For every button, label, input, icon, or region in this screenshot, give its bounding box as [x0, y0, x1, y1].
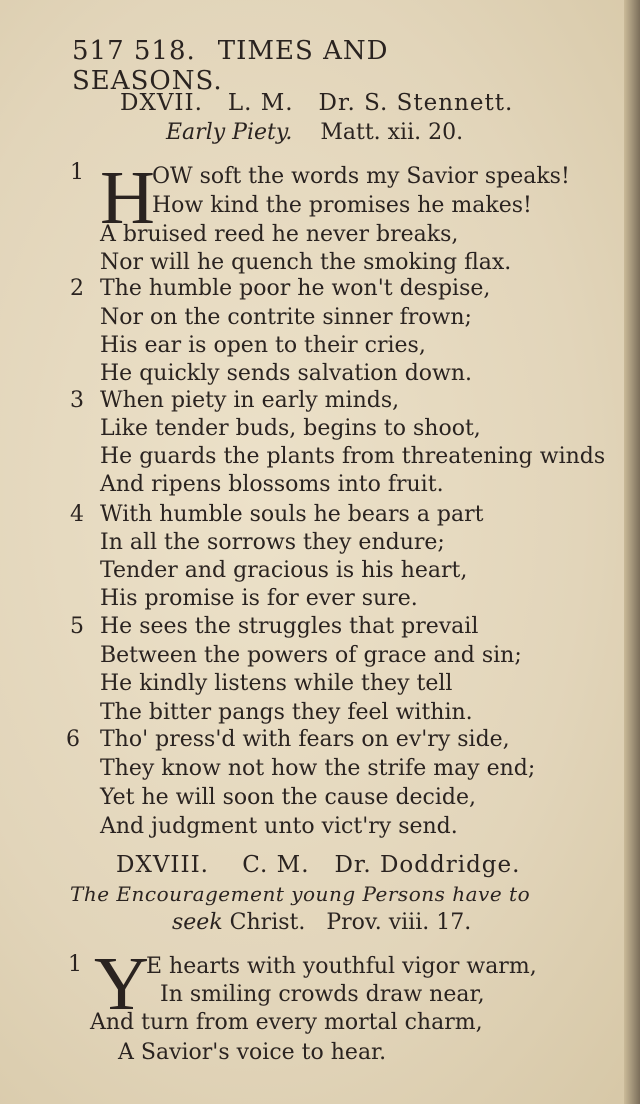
hymn-subject-rest: Christ.	[229, 910, 306, 935]
verse-line: He quickly sends salvation down.	[100, 361, 473, 386]
verse-line: And turn from every mortal charm,	[90, 1010, 483, 1035]
stanza-number: 6	[66, 727, 80, 752]
hymn-number: DXVIII.	[116, 852, 209, 878]
verse-line: In smiling crowds draw near,	[160, 982, 485, 1007]
verse-line: The humble poor he won't despise,	[100, 276, 491, 301]
verse-line: When piety in early minds,	[100, 388, 400, 413]
verse-line: Between the powers of grace and sin;	[100, 643, 522, 668]
verse-line: He kindly listens while they tell	[100, 671, 453, 696]
hymn-meter: L. M.	[227, 90, 294, 116]
verse-line: Tho' press'd with fears on ev'ry side,	[100, 727, 510, 752]
verse-line: OW soft the words my Savior speaks!	[152, 164, 570, 189]
verse-line: A Savior's voice to hear.	[118, 1040, 387, 1065]
verse-line: And judgment unto vict'ry send.	[100, 814, 458, 839]
stanza-number: 1	[70, 160, 84, 185]
stanza-number: 5	[70, 614, 84, 639]
verse-line: Yet he will soon the cause decide,	[100, 785, 477, 810]
verse-line: A bruised reed he never breaks,	[100, 222, 459, 247]
page-numbers: 517 518.	[72, 36, 196, 66]
page-edge	[624, 0, 640, 1104]
running-header	[72, 36, 542, 96]
verse-line: His promise is for ever sure.	[100, 586, 418, 611]
hymn-number: DXVII.	[120, 90, 203, 116]
hymn-subject: The Encouragement young Persons have to	[70, 882, 531, 906]
hymn-meter: C. M.	[242, 852, 310, 878]
verse-line: With humble souls he bears a part	[100, 502, 484, 527]
verse-line: Nor will he quench the smoking flax.	[100, 250, 512, 275]
verse-line: They know not how the strife may end;	[100, 756, 536, 781]
hymn-author: Dr. Doddridge.	[334, 852, 521, 878]
verse-line: He sees the struggles that prevail	[100, 614, 479, 639]
verse-line: The bitter pangs they feel within.	[100, 700, 473, 725]
hymn-scripture: Prov. viii. 17.	[326, 910, 472, 935]
running-title: TIMES AND SEASONS.	[72, 36, 389, 96]
drop-cap: H	[100, 156, 155, 240]
hymn-scripture: Matt. xii. 20.	[320, 120, 464, 145]
verse-line: How kind the promises he makes!	[152, 193, 532, 218]
hymn-heading	[120, 90, 513, 116]
stanza-number: 2	[70, 276, 84, 301]
verse-line: Nor on the contrite sinner frown;	[100, 305, 472, 330]
stanza-number: 3	[70, 388, 84, 413]
verse-line: His ear is open to their cries,	[100, 333, 426, 358]
hymn-author: Dr. S. Stennett.	[318, 90, 514, 116]
hymn-heading	[116, 852, 520, 878]
verse-line: In all the sorrows they endure;	[100, 530, 445, 555]
hymn-subject-cont: seek	[172, 910, 223, 935]
hymn-subject-line	[166, 120, 463, 145]
verse-line: He guards the plants from threatening winds	[100, 444, 606, 469]
verse-line: Tender and gracious is his heart,	[100, 558, 468, 583]
stanza-number: 4	[70, 502, 84, 527]
verse-line: Like tender buds, begins to shoot,	[100, 416, 481, 441]
hymn-subject-line	[172, 910, 471, 935]
stanza-number: 1	[68, 952, 82, 977]
verse-line: And ripens blossoms into fruit.	[100, 472, 444, 497]
drop-cap: Y	[94, 942, 149, 1026]
hymn-subject: Early Piety.	[166, 120, 293, 145]
verse-line: E hearts with youthful vigor warm,	[146, 954, 537, 979]
